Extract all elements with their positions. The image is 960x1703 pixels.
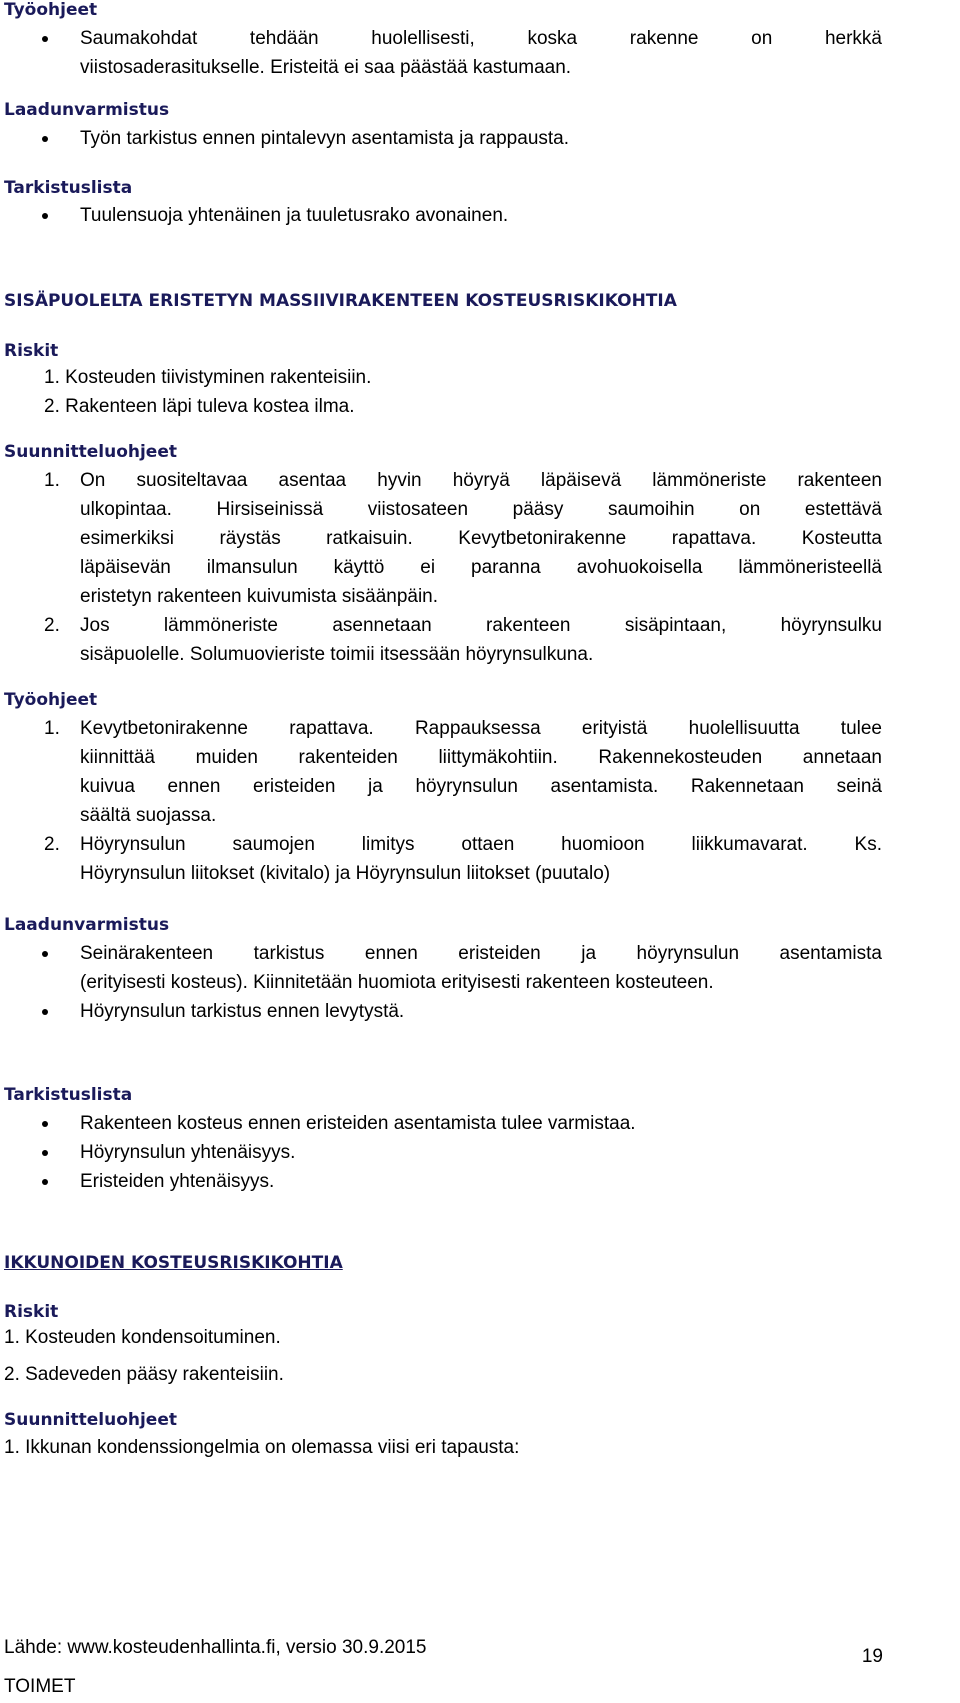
list-text-line: Höyrynsulun liitokset (kivitalo) ja Höyrynsulun liitokset (puutalo) xyxy=(80,863,611,884)
bullet-icon xyxy=(42,1179,48,1185)
footer-source: Lähde: www.kosteudenhallinta.fi, versio 30.9.2015 xyxy=(4,1637,427,1658)
list-item: 2. Sadeveden pääsy rakenteisiin. xyxy=(4,1364,284,1385)
list-text-line: ulkopintaa. Hirsiseinissä viistosateen pääsy saumoihin on estettävä xyxy=(80,499,882,520)
list-text-line: kuivua ennen eristeiden ja höyrynsulun asentamista. Rakennetaan seinä xyxy=(80,776,882,797)
heading-laadunvarmistus: Laadunvarmistus xyxy=(4,915,170,935)
heading-tarkistuslista: Tarkistuslista xyxy=(4,178,133,198)
bullet-icon xyxy=(42,213,48,219)
list-item: 1. Kosteuden tiivistyminen rakenteisiin. xyxy=(44,367,372,388)
heading-tyoohjeet: Työohjeet xyxy=(4,690,98,710)
list-text-line: Jos lämmöneriste asennetaan rakenteen sisäpintaan, höyrynsulku xyxy=(80,615,882,636)
list-number: 2. xyxy=(44,834,60,855)
list-text-line: Kevytbetonirakenne rapattava. Rappauksessa erityistä huolellisuutta tulee xyxy=(80,718,882,739)
list-text-line: kiinnittää muiden rakenteiden liittymäkohtiin. Rakennekosteuden annetaan xyxy=(80,747,882,768)
footer-org: TOIMET xyxy=(4,1676,76,1697)
bullet-icon xyxy=(42,1121,48,1127)
bullet-text-line: Seinärakenteen tarkistus ennen eristeiden ja höyrynsulun asentamista xyxy=(80,943,882,964)
bullet-text-line: Eristeiden yhtenäisyys. xyxy=(80,1171,275,1192)
bullet-text-line: Työn tarkistus ennen pintalevyn asentamista ja rappausta. xyxy=(80,128,570,149)
heading-suunnitteluohjeet: Suunnitteluohjeet xyxy=(4,1410,177,1430)
list-text-line: sisäpuolelle. Solumuovieriste toimii itsessään höyrynsulkuna. xyxy=(80,644,594,665)
heading-riskit: Riskit xyxy=(4,341,59,361)
list-item: 1. Kosteuden kondensoituminen. xyxy=(4,1327,281,1348)
section-title: SISÄPUOLELTA ERISTETYN MASSIIVIRAKENTEEN KOSTEUSRISKIKOHTIA xyxy=(4,291,677,311)
list-text-line: eristetyn rakenteen kuivumista sisäänpäin. xyxy=(80,586,439,607)
section-title: IKKUNOIDEN KOSTEUSRISKIKOHTIA xyxy=(4,1253,343,1273)
bullet-text-line: Saumakohdat tehdään huolellisesti, koska rakenne on herkkä xyxy=(80,28,882,49)
heading-suunnitteluohjeet: Suunnitteluohjeet xyxy=(4,442,177,462)
bullet-text-line: Rakenteen kosteus ennen eristeiden asentamista tulee varmistaa. xyxy=(80,1113,636,1134)
bullet-icon xyxy=(42,1009,48,1015)
heading-tyoohjeet: Työohjeet xyxy=(4,0,98,20)
list-item: 2. Rakenteen läpi tuleva kostea ilma. xyxy=(44,396,355,417)
heading-tarkistuslista: Tarkistuslista xyxy=(4,1085,133,1105)
list-text-line: esimerkiksi räystäs ratkaisuin. Kevytbetonirakenne rapattava. Kosteutta xyxy=(80,528,882,549)
list-text-line: säältä suojassa. xyxy=(80,805,217,826)
bullet-icon xyxy=(42,136,48,142)
list-number: 1. xyxy=(44,470,60,491)
bullet-icon xyxy=(42,36,48,42)
bullet-text-line: Höyrynsulun tarkistus ennen levytystä. xyxy=(80,1001,405,1022)
bullet-text-line: Tuulensuoja yhtenäinen ja tuuletusrako avonainen. xyxy=(80,205,509,226)
heading-riskit: Riskit xyxy=(4,1302,59,1322)
list-text-line: On suositeltavaa asentaa hyvin höyryä läpäisevä lämmöneriste rakenteen xyxy=(80,470,882,491)
bullet-icon xyxy=(42,951,48,957)
list-number: 1. xyxy=(44,718,60,739)
bullet-icon xyxy=(42,1150,48,1156)
bullet-text-line: (erityisesti kosteus). Kiinnitetään huomiota erityisesti rakenteen kosteuteen. xyxy=(80,972,714,993)
list-number: 2. xyxy=(44,615,60,636)
heading-laadunvarmistus: Laadunvarmistus xyxy=(4,100,170,120)
list-item: 1. Ikkunan kondenssiongelmia on olemassa viisi eri tapausta: xyxy=(4,1437,520,1458)
bullet-text-line: viistosaderasitukselle. Eristeitä ei saa päästää kastumaan. xyxy=(80,57,572,78)
list-text-line: Höyrynsulun saumojen limitys ottaen huomioon liikkumavarat. Ks. xyxy=(80,834,882,855)
list-text-line: läpäisevän ilmansulun käyttö ei paranna avohuokoisella lämmöneristeellä xyxy=(80,557,882,578)
bullet-text-line: Höyrynsulun yhtenäisyys. xyxy=(80,1142,296,1163)
page-number: 19 xyxy=(861,1646,883,1667)
